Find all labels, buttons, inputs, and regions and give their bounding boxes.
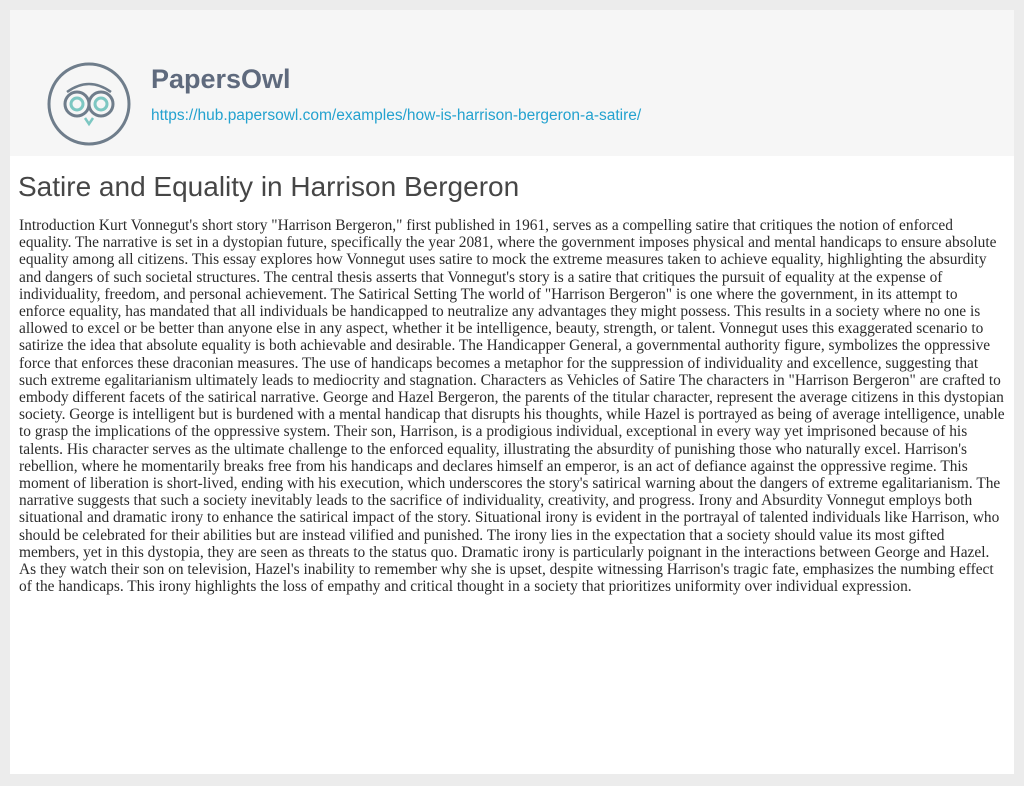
brand-name[interactable]: PapersOwl	[151, 64, 291, 94]
article-body: Introduction Kurt Vonnegut's short story "Harrison Bergeron," first published in 1961, serves as a compelling satire that critiques the notion of enforced equality. The narrative is set in a dystopian future, specifically the year 2081, where the government imposes physical and mental handicaps to ensure absolute equality among all citizens. This essay explores how Vonnegut uses satire to mock the extreme measures taken to achieve equality, highlighting the absurdity and dangers of such societal structures. The central thesis asserts that Vonnegut's story is a satire that critiques the pursuit of equality at the expense of individuality, freedom, and personal achievement. The Satirical Setting The world of "Harrison Bergeron" is one where the government, in its attempt to enforce equality, has mandated that all individuals be handicapped to neutralize any advantages they might possess. This results in a society where no one is allowed to excel or be better than anyone else in any aspect, whether it be intelligence, beauty, strength, or talent. Vonnegut uses this exaggerated scenario to satirize the idea that absolute equality is both achievable and desirable. The Handicapper General, a governmental authority figure, symbolizes the oppressive force that enforces these draconian measures. The use of handicaps becomes a metaphor for the suppression of individuality and excellence, suggesting that such extreme egalitarianism ultimately leads to mediocrity and stagnation. Characters as Vehicles of Satire The characters in "Harrison Bergeron" are crafted to embody different facets of the satirical narrative. George and Hazel Bergeron, the parents of the titular character, represent the average citizens in this dystopian society. George is intelligent but is burdened with a mental handicap that disrupts his thoughts, while Hazel is portrayed as being of average intelligence, unable to grasp the implications of the oppressive system. Their son, Harrison, is a prodigious individual, exceptional in every way yet imprisoned because of his talents. His character serves as the ultimate challenge to the enforced equality, illustrating the absurdity of punishing those who naturally excel. Harrison's rebellion, where he momentarily breaks free from his handicaps and declares himself an emperor, is an act of defiance against the oppressive regime. This moment of liberation is short-lived, ending with his execution, which underscores the story's satirical warning about the dangers of extreme egalitarianism. The narrative suggests that such a society inevitably leads to the sacrifice of individuality, creativity, and progress. Irony and Absurdity Vonnegut employs both situational and dramatic irony to enhance the satirical impact of the story. Situational irony is evident in the portrayal of talented individuals like Harrison, who should be celebrated for their abilities but are instead vilified and punished. The irony lies in the expectation that a society should value its most gifted members, yet in this dystopia, they are seen as threats to the status quo. Dramatic irony is particularly poignant in the interactions between George and Hazel. As they watch their son on television, Hazel's inability to remember why she is upset, despite witnessing Harrison's tragic fate, emphasizes the numbing effect of the handicaps. This irony highlights the loss of empathy and critical thought in a society that prioritizes uniformity over individual expression.	[19, 217, 1005, 596]
article-title: Satire and Equality in Harrison Bergeron	[18, 171, 520, 202]
source-url-link[interactable]: https://hub.papersowl.com/examples/how-is-harrison-bergeron-a-satire/	[151, 107, 642, 124]
owl-logo-icon[interactable]	[47, 62, 131, 146]
